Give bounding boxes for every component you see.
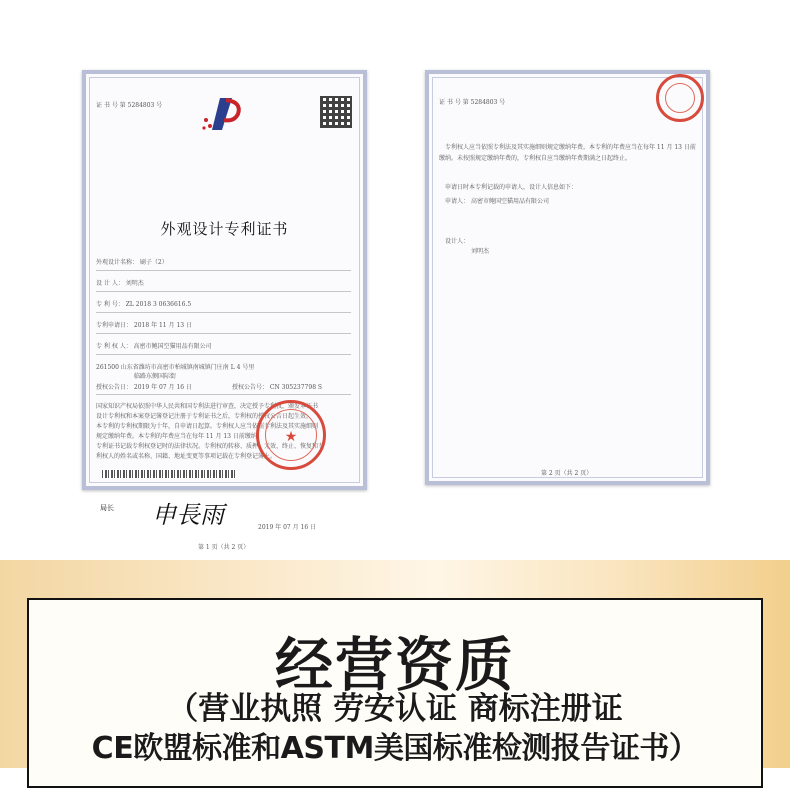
patent-number-field: 专 利 号： ZL 2018 3 0636616.5	[96, 301, 192, 308]
section-heading: 申请日时本专利记载的申请人，设计人信息如下：	[445, 184, 578, 191]
seal-date: 2019 年 07 月 16 日	[258, 524, 317, 531]
body-text: 国家知识产权局依照中华人民共和国专利法进行审查，决定授予专利权，颁发本证书	[96, 403, 319, 410]
applicant-value: 高密市鲍国空猫用品有限公司	[471, 198, 550, 205]
page-number: 第 2 页（共 2 页）	[541, 470, 593, 477]
qualifications-banner	[0, 560, 790, 768]
grant-date-field: 授权公告日： 2019 年 07 月 16 日	[96, 384, 192, 391]
divider	[96, 354, 351, 355]
designer-label: 设计人：	[445, 238, 470, 245]
director-label: 局长	[100, 504, 114, 512]
address-continued: 临路东侧国际街	[134, 373, 177, 380]
patent-seal-icon	[656, 74, 704, 122]
qr-code-icon	[320, 96, 352, 128]
certificate-inner-border	[432, 77, 703, 478]
body-text: 规定缴纳年费。本专利的年费应当在每年 11 月 13 日前缴纳。	[96, 433, 263, 440]
body-text: 专利证书记载专利权登记时的法律状况。专利权的转移、质押、无效、终止、恢复和专	[96, 443, 325, 450]
address-field: 261500 山东省潍坊市高密市柏城镇南城镇门庄南 L 4 号里	[96, 364, 255, 371]
divider	[96, 394, 351, 395]
qualifications-list-line-2: CE欧盟标准和ASTM美国标准检测报告证书）	[91, 731, 699, 766]
body-text: 本专利的专利权期限为十年，自申请日起算。专利权人应当依照专利法及其实施细则	[96, 423, 319, 430]
certificate-title: 外观设计专利证书	[160, 220, 289, 238]
qualifications-heading: 经营资质	[274, 631, 515, 699]
divider	[96, 312, 351, 313]
director-signature: 申長雨	[152, 501, 224, 529]
national-ip-office-seal-icon: ★	[256, 400, 326, 470]
certificate-number: 证 书 号 第 5284803 号	[96, 102, 163, 109]
fee-note: 缴纳。未按照规定缴纳年费的，专利权自应当缴纳年费期满之日起终止。	[439, 155, 632, 162]
designer-value: 刘明杰	[471, 248, 490, 255]
divider	[96, 333, 351, 334]
certificate-number: 证 书 号 第 5284803 号	[439, 99, 506, 106]
announcement-number-field: 授权公告号： CN 305237798 S	[232, 384, 323, 391]
body-text: 设计专利权和本案登记簿登记注册于专利证书之后，专利权的授权公告日起生效。	[96, 413, 313, 420]
designer-field: 设 计 人： 刘明杰	[96, 280, 144, 287]
page-number: 第 1 页（共 2 页）	[198, 544, 250, 551]
qualifications-list-line-1: （营业执照 劳安认证 商标注册证	[167, 691, 623, 727]
filing-date-field: 专利申请日： 2018 年 11 月 13 日	[96, 322, 192, 329]
patent-office-logo-icon	[200, 94, 250, 134]
body-text: 利权人的姓名或名称、国籍、地址变更等事项记载在专利登记簿上。	[96, 453, 277, 460]
patentee-field: 专 利 权 人： 高密市鲍国空猫用品有限公司	[96, 343, 212, 350]
design-patent-certificate-page-2	[425, 70, 710, 485]
design-name-field: 外观设计名称： 刷子（2）	[96, 259, 168, 266]
fee-note: 专利权人应当依照专利法及其实施细则规定缴纳年费。本专利的年费应当在每年 11 月 13 日前	[445, 144, 696, 151]
barcode-icon	[102, 470, 237, 478]
divider	[96, 270, 351, 271]
divider	[96, 291, 351, 292]
design-patent-certificate-page-1	[82, 70, 367, 551]
applicant-label: 申请人：	[445, 198, 470, 205]
